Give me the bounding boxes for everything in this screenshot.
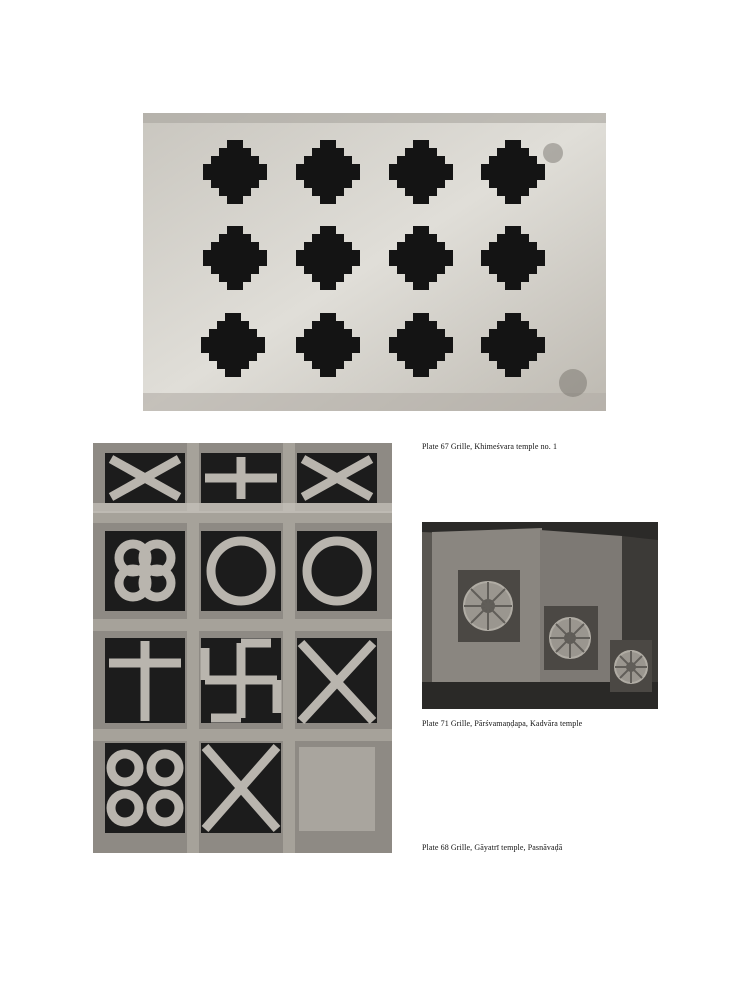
- plate-67-photo: [143, 113, 606, 411]
- plate-71-caption: Plate 71 Grille, Pārśvamaṇḍapa, Kadvāra temple: [422, 719, 583, 728]
- plate-71-rosette-image: [422, 522, 658, 709]
- plate-68-lattice-image: [93, 443, 392, 853]
- plate-68-photo: [93, 443, 392, 853]
- plate-68-caption: Plate 68 Grille, Gāyatrī temple, Pasnāvaḍā: [422, 843, 563, 852]
- plate-67-caption: Plate 67 Grille, Khimeśvara temple no. 1: [422, 442, 558, 451]
- plate-67-grille-image: [143, 113, 606, 411]
- plate-71-photo: [422, 522, 658, 709]
